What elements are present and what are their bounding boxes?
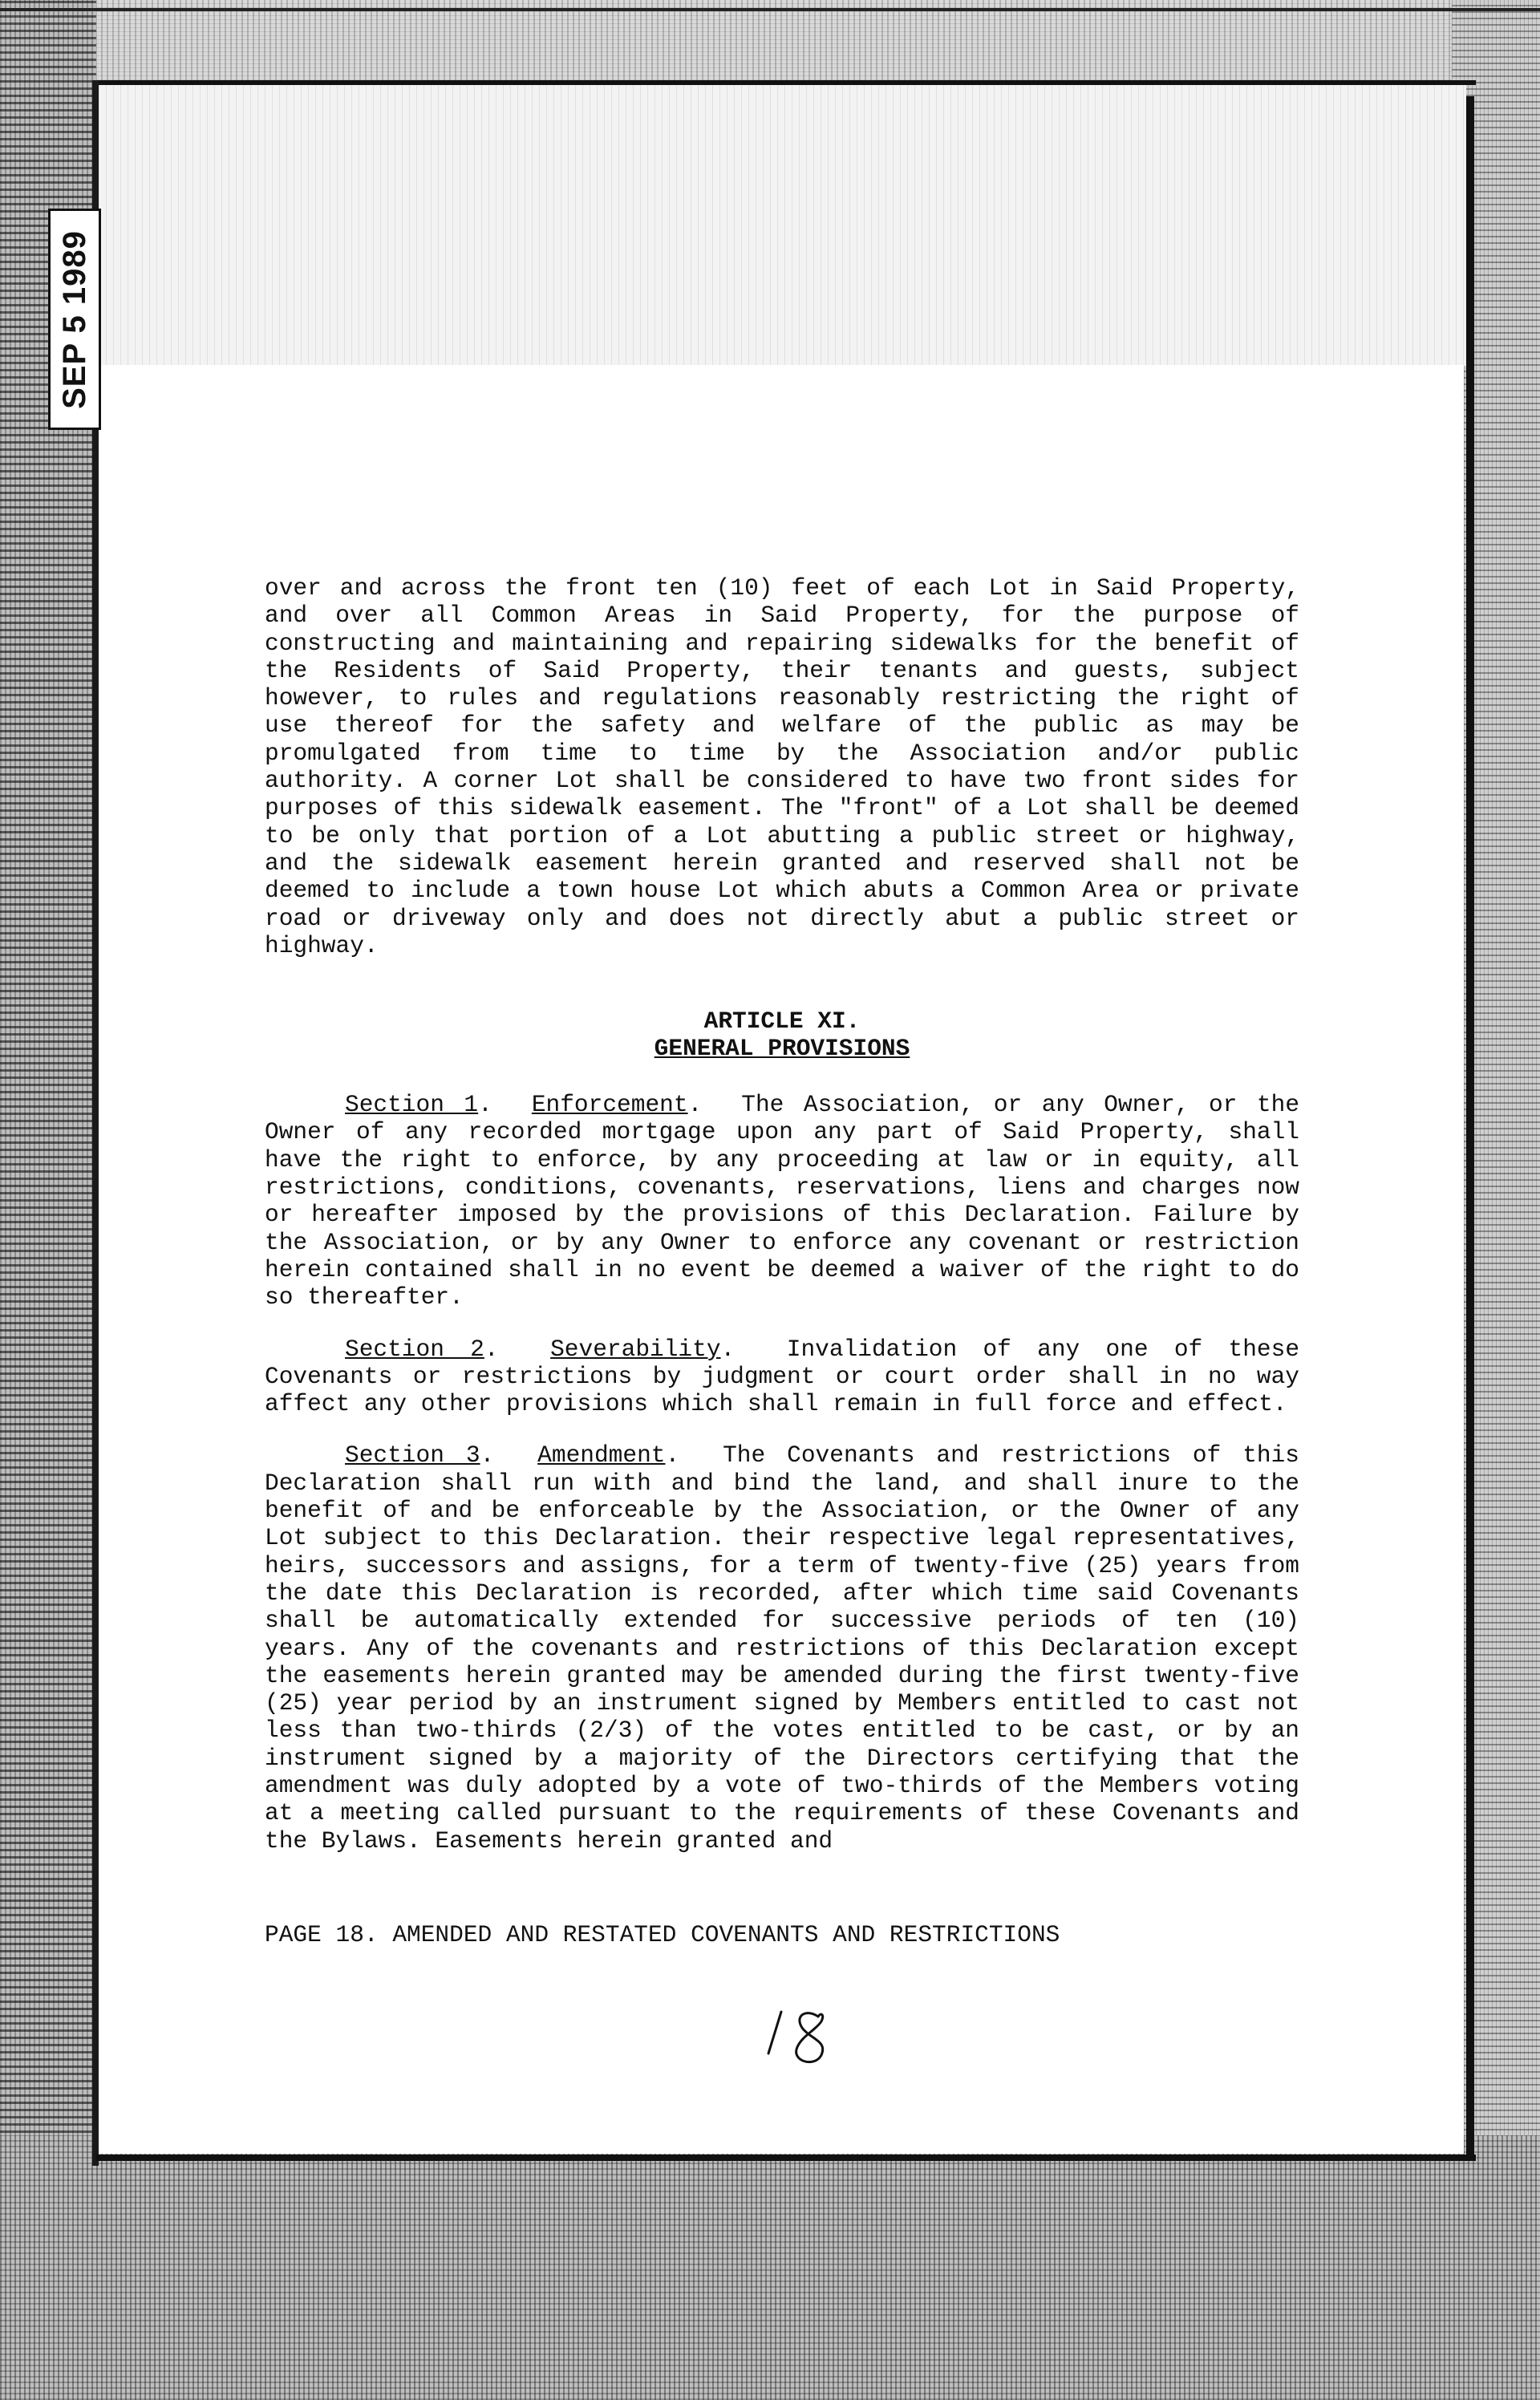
section-text: Invalidation of any one of these Covenants or restrictions by judgment or court order shall in no way affect any other provisions which shall remain in full force and effect.: [265, 1335, 1300, 1418]
page-frame-top: [96, 80, 1476, 85]
section-severability: Section 2. Severability. Invalidation of any one of these Covenants or restrictions by judgment or court order shall in no way affect any other provisions which shall remain in full force and effect.: [265, 1335, 1300, 1418]
article-heading: [265, 1007, 1299, 1062]
section-amendment: Section 3. Amendment. The Covenants and restrictions of this Declaration shall run with and bind the land, and shall inure to the benefit of and be enforceable by the Association, or the Owner of any Lot subject to this Declaration. their respective legal representatives, heirs, successors and assigns, for a term of twenty-five (25) years from the date this Declaration is recorded, after which time said Covenants shall be automatically extended for successive periods of ten (10) years. Any of the covenants and restrictions of this Declaration except the easements herein granted may be amended during the first twenty-five (25) year period by an instrument signed by Members entitled to cast not less than two-thirds (2/3) of the votes entitled to be cast, or by an instrument signed by a majority of the Directors certifying that the amendment was duly adopted by a vote of two-thirds of the Members voting at a meeting called pursuant to the requirements of these Covenants and the Bylaws. Easements herein granted and: [265, 1441, 1300, 1855]
section-text: The Covenants and restrictions of this Declaration shall run with and bind the land, and shall inure to the benefit of and be enforceable by the Association, or the Owner of any Lot subject to this Declaration. their respective legal representatives, heirs, successors and assigns, for a term of twenty-five (25) years from the date this Declaration is recorded, after which time said Covenants shall be automatically extended for successive periods of ten (10) years. Any of the covenants and restrictions of this Declaration except the easements herein granted may be amended during the first twenty-five (25) year period by an instrument signed by Members entitled to cast not less than two-thirds (2/3) of the votes entitled to be cast, or by an instrument signed by a majority of the Directors certifying that the amendment was duly adopted by a vote of two-thirds of the Members voting at a meeting called pursuant to the requirements of these Covenants and the Bylaws. Easements herein granted and: [265, 1441, 1300, 1855]
scan-noise-bottom: [0, 2135, 1540, 2400]
section-enforcement: Section 1. Enforcement. The Association, or any Owner, or the Owner of any recorded mortgage upon any part of Said Property, shall have the right to enforce, by any proceeding at law or in equity, all restrictions, conditions, covenants, reservations, liens and charges now or hereafter imposed by the provisions of this Declaration. Failure by the Association, or by any Owner to enforce any covenant or restriction herein contained shall in no event be deemed a waiver of the right to do so thereafter.: [265, 1091, 1300, 1311]
page-upper-shadow: [99, 85, 1466, 366]
top-rule: [0, 8, 1540, 11]
page-frame-right: [1466, 96, 1474, 2158]
section-title: Severability: [550, 1335, 721, 1363]
page-footer: PAGE 18. AMENDED AND RESTATED COVENANTS AND RESTRICTIONS: [265, 1921, 1060, 1948]
article-title: GENERAL PROVISIONS: [654, 1035, 910, 1063]
section-number: Section 3: [345, 1441, 480, 1470]
section-title: Enforcement: [531, 1091, 688, 1119]
document-body: [265, 574, 1299, 1855]
section-text: The Association, or any Owner, or the Owner of any recorded mortgage upon any part of Said Property, shall have the right to enforce, by any proceeding at law or in equity, all restrictions, conditions, covenants, reservations, liens and charges now or hereafter imposed by the provisions of this Declaration. Failure by the Association, or by any Owner to enforce any covenant or restriction herein contained shall in no event be deemed a waiver of the right to do so thereafter.: [265, 1091, 1300, 1311]
handwritten-page-number: [754, 2005, 842, 2070]
filing-date-stamp: [48, 209, 101, 430]
section-number: Section 2: [345, 1335, 484, 1363]
section-number: Section 1: [345, 1091, 479, 1119]
page-frame-bottom: [96, 2155, 1476, 2161]
section-title: Amendment: [537, 1441, 666, 1470]
article-number: ARTICLE XI.: [703, 1007, 861, 1036]
opening-paragraph: over and across the front ten (10) feet of each Lot in Said Property, and over all Common Areas in Said Property, for the purpose of constructing and maintaining and repairing sidewalks for the benefit of the Residents of Said Property, their tenants and guests, subject however, to rules and regulations reasonably restricting the right of use thereof for the safety and welfare of the public as may be promulgated from time to time by the Association and/or public authority. A corner Lot shall be considered to have two front sides for purposes of this sidewalk easement. The "front" of a Lot shall be deemed to be only that portion of a Lot abutting a public street or highway, and the sidewalk easement herein granted and reserved shall not be deemed to include a town house Lot which abuts a Common Area or private road or driveway only and does not directly abut a public street or highway.: [265, 574, 1299, 959]
filing-date-stamp-text: SEP 5 1989: [56, 229, 92, 409]
